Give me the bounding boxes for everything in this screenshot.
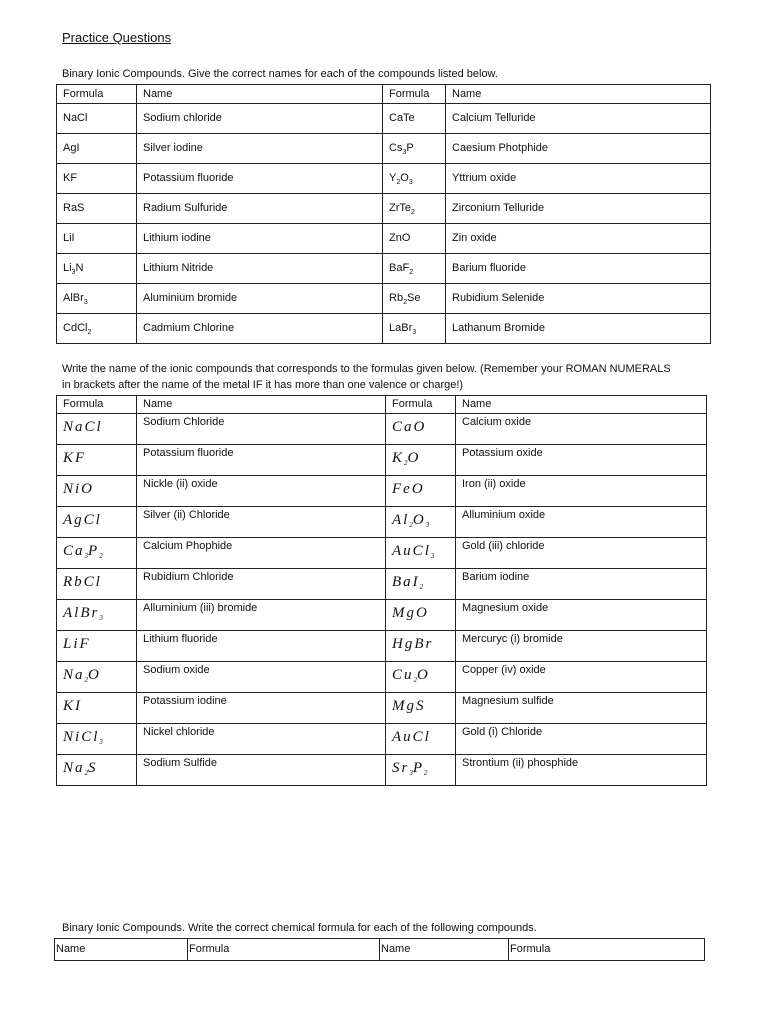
- section1-instruction: Binary Ionic Compounds. Give the correct names for each of the compounds listed below.: [62, 68, 498, 80]
- table-row: [57, 104, 711, 134]
- name-cell: Gold (iii) chloride: [456, 538, 707, 569]
- name-cell: Lithium Nitride: [137, 254, 383, 284]
- formula-cell: $Al_2O_3$: [386, 507, 456, 538]
- table-row: [57, 569, 707, 600]
- formula-cell: $Rb_2Se$: [383, 284, 446, 314]
- name-cell: Radium Sulfuride: [137, 194, 383, 224]
- name-cell: Zin oxide: [446, 224, 711, 254]
- column-header: Name: [456, 396, 707, 414]
- name-cell: Rubidium Selenide: [446, 284, 711, 314]
- name-cell: Aluminium bromide: [137, 284, 383, 314]
- formula-cell: KI: [57, 693, 137, 724]
- formula-cell: NaCl: [57, 104, 137, 134]
- column-header: Formula: [57, 85, 137, 104]
- column-header: Name: [137, 396, 386, 414]
- formulas-table: [56, 395, 707, 786]
- name-cell: Calcium oxide: [456, 414, 707, 445]
- table-row: [57, 631, 707, 662]
- name-cell: Silver (ii) Chloride: [137, 507, 386, 538]
- formula-cell: BaI$_2$: [386, 569, 456, 600]
- table-row: [57, 662, 707, 693]
- formula-cell: FeO: [386, 476, 456, 507]
- formula-cell: $Y_2O_3$: [383, 164, 446, 194]
- name-cell: Potassium iodine: [137, 693, 386, 724]
- formula-cell: LiI: [57, 224, 137, 254]
- formula-cell: AuCl: [386, 724, 456, 755]
- name-cell: Nickle (ii) oxide: [137, 476, 386, 507]
- formula-cell: $Na_2S$: [57, 755, 137, 786]
- name-cell: Magnesium oxide: [456, 600, 707, 631]
- formula-cell: LaBr$_3$: [383, 314, 446, 344]
- table-row: [57, 284, 711, 314]
- column-header: Name: [446, 85, 711, 104]
- formula-cell: BaF$_2$: [383, 254, 446, 284]
- names-table: [56, 84, 711, 344]
- name-cell: Mercuryc (i) bromide: [456, 631, 707, 662]
- name-cell: Yttrium oxide: [446, 164, 711, 194]
- formula-cell: CdCl$_2$: [57, 314, 137, 344]
- table-header-row: [57, 85, 711, 104]
- column-header: Name: [137, 85, 383, 104]
- table-row: [57, 414, 707, 445]
- table-row: [57, 755, 707, 786]
- formula-cell: CaO: [386, 414, 456, 445]
- table-row: [57, 693, 707, 724]
- table-row: [57, 724, 707, 755]
- formula-cell: NaCl: [57, 414, 137, 445]
- formula-cell: $Ca_3P_2$: [57, 538, 137, 569]
- column-header: Name: [55, 939, 188, 961]
- formula-cell: AuCl$_3$: [386, 538, 456, 569]
- name-cell: Copper (iv) oxide: [456, 662, 707, 693]
- formula-cell: $Cs_3P$: [383, 134, 446, 164]
- column-header: Formula: [188, 939, 380, 961]
- name-cell: Sodium chloride: [137, 104, 383, 134]
- name-cell: Calcium Phophide: [137, 538, 386, 569]
- name-cell: Iron (ii) oxide: [456, 476, 707, 507]
- formula-cell: HgBr: [386, 631, 456, 662]
- table-row: [57, 134, 711, 164]
- formula-cell: CaTe: [383, 104, 446, 134]
- table-row: [57, 254, 711, 284]
- name-cell: Calcium Telluride: [446, 104, 711, 134]
- name-cell: Rubidium Chloride: [137, 569, 386, 600]
- formula-cell: NiCl$_3$: [57, 724, 137, 755]
- table-row: [57, 476, 707, 507]
- name-cell: Strontium (ii) phosphide: [456, 755, 707, 786]
- name-cell: Caesium Photphide: [446, 134, 711, 164]
- column-header: Formula: [57, 396, 137, 414]
- formula-cell: AgCl: [57, 507, 137, 538]
- formula-cell: AlBr$_3$: [57, 600, 137, 631]
- table-row: [57, 445, 707, 476]
- column-header: Formula: [383, 85, 446, 104]
- table-row: [57, 507, 707, 538]
- name-cell: Barium iodine: [456, 569, 707, 600]
- table-row: [57, 164, 711, 194]
- formula-cell: $Li_3N$: [57, 254, 137, 284]
- formula-cell: NiO: [57, 476, 137, 507]
- name-cell: Sodium Sulfide: [137, 755, 386, 786]
- table-row: [57, 538, 707, 569]
- name-cell: Lithium iodine: [137, 224, 383, 254]
- table-row: [57, 194, 711, 224]
- name-cell: Barium fluoride: [446, 254, 711, 284]
- formula-cell: RaS: [57, 194, 137, 224]
- name-cell: Silver iodine: [137, 134, 383, 164]
- formula-cell: $K_2O$: [386, 445, 456, 476]
- name-cell: Alluminium (iii) bromide: [137, 600, 386, 631]
- page-title: Practice Questions: [62, 30, 172, 45]
- name-cell: Sodium oxide: [137, 662, 386, 693]
- table-header-row: [57, 396, 707, 414]
- name-cell: Potassium fluoride: [137, 445, 386, 476]
- column-header: Formula: [509, 939, 705, 961]
- formula-cell: $Sr_3P_2$: [386, 755, 456, 786]
- column-header: Name: [380, 939, 509, 961]
- name-cell: Nickel chloride: [137, 724, 386, 755]
- formula-cell: ZrTe$_2$: [383, 194, 446, 224]
- table-row: [57, 224, 711, 254]
- name-cell: Potassium oxide: [456, 445, 707, 476]
- table-row: [57, 600, 707, 631]
- instruction-line: in brackets after the name of the metal IF it has more than one valence or charge!): [62, 379, 464, 391]
- formula-cell: $Cu_2O$: [386, 662, 456, 693]
- formula-cell: KF: [57, 164, 137, 194]
- name-cell: Gold (i) Chloride: [456, 724, 707, 755]
- formula-cell: LiF: [57, 631, 137, 662]
- formula-cell: RbCl: [57, 569, 137, 600]
- formula-cell: MgO: [386, 600, 456, 631]
- name-cell: Lithium fluoride: [137, 631, 386, 662]
- table-row: [57, 314, 711, 344]
- name-cell: Cadmium Chlorine: [137, 314, 383, 344]
- name-cell: Zirconium Telluride: [446, 194, 711, 224]
- formula-cell: MgS: [386, 693, 456, 724]
- name-cell: Lathanum Bromide: [446, 314, 711, 344]
- table-header-row: [55, 939, 705, 961]
- formula-cell: AgI: [57, 134, 137, 164]
- name-cell: Potassium fluoride: [137, 164, 383, 194]
- formula-cell: KF: [57, 445, 137, 476]
- name-cell: Alluminium oxide: [456, 507, 707, 538]
- column-header: Formula: [386, 396, 456, 414]
- name-cell: Magnesium sulfide: [456, 693, 707, 724]
- name-cell: Sodium Chloride: [137, 414, 386, 445]
- chemical-formula-table: [54, 938, 705, 961]
- formula-cell: ZnO: [383, 224, 446, 254]
- formula-cell: AlBr$_3$: [57, 284, 137, 314]
- formula-cell: $Na_2O$: [57, 662, 137, 693]
- instruction-line: Write the name of the ionic compounds that corresponds to the formulas given below. (Remember your ROMAN NUMERALS: [62, 363, 671, 375]
- section2-instruction: [62, 361, 671, 393]
- section3-instruction: Binary Ionic Compounds. Write the correct chemical formula for each of the following compounds.: [62, 922, 537, 934]
